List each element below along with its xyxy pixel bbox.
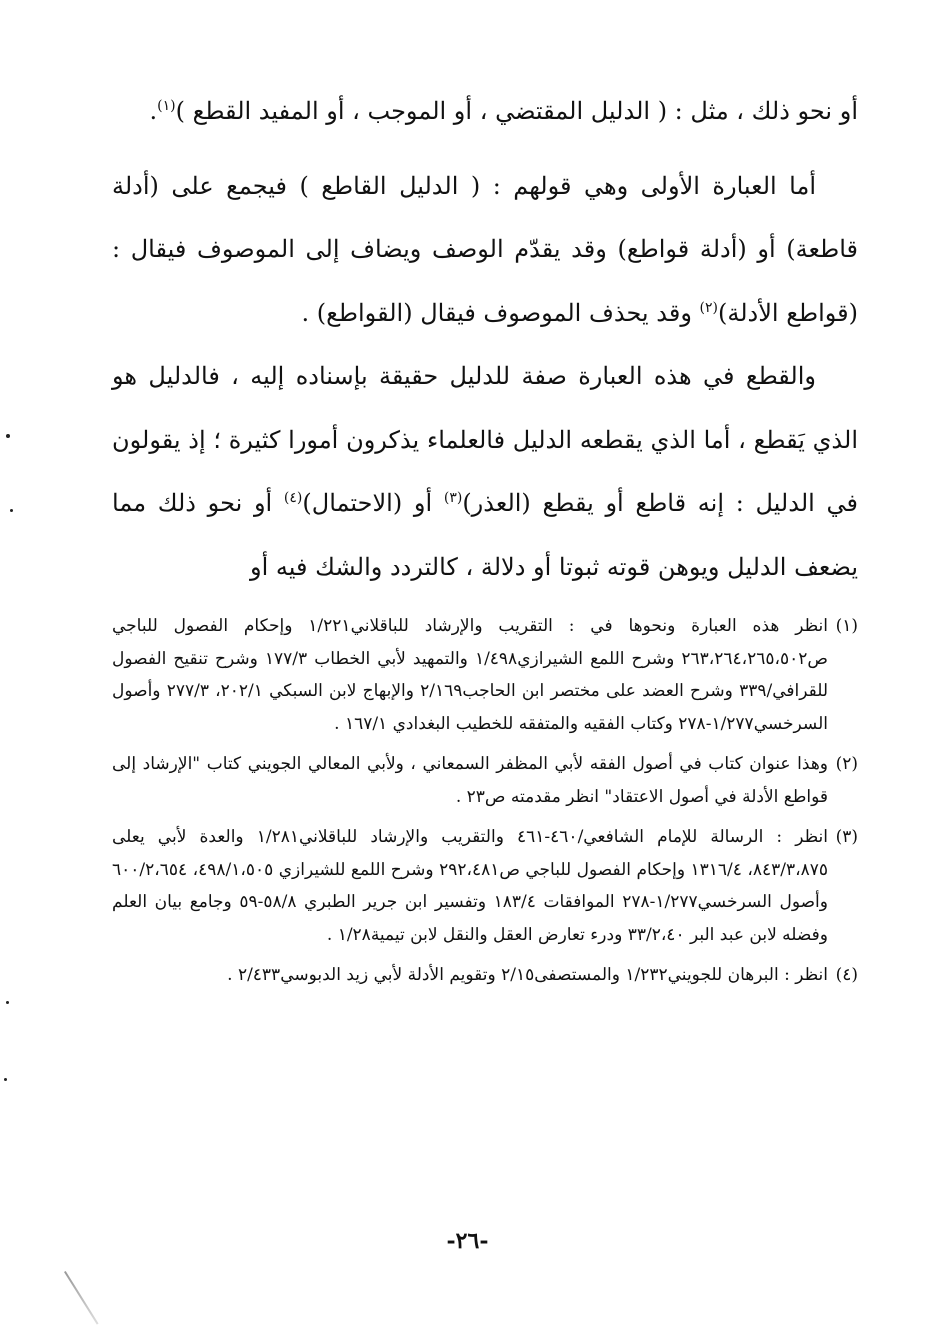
footnote-2 xyxy=(112,748,858,813)
scan-speck xyxy=(4,1078,7,1081)
footnote-2-text: وهذا عنوان كتاب في أصول الفقه لأبي المظفر السمعاني ، ولأبي المعالي الجويني كتاب "الإرشاد إلى قواطع الأدلة في أصول الاعتقاد" انظر مقدمته ص٢٣ . xyxy=(112,754,828,807)
footnote-3-text: انظر : الرسالة للإمام الشافعي/٤٦٠-٤٦١ والتقريب والإرشاد للباقلاني١/٢٨١ والعدة لأبي يعلى ٨٤٣/٣،٨٧٥، ١٣١٦/٤ وإحكام الفصول للباجي ص٢٩٢،٤٨١ وشرح اللمع للشيرازي ٤٩٨/١،٥٠٥، ٦٠٠/٢،٦٥٤ وأصول السرخسي١/٢٧٧-٢٧٨ الموافقات ١٨٣/٤ وتفسير ابن جرير الطبري ٥٨/٨-٥٩ وجامع بيان العلم وفضله لابن عبد البر ٣٣/٢،٤٠ ودرء تعارض العقل والنقل لابن تيمية١/٢٨ . xyxy=(112,827,829,945)
footnotes xyxy=(112,610,858,1000)
paragraph-3-text: والقطع في هذه العبارة صفة للدليل حقيقة بإسناده إليه ، فالدليل هو الذي يَقطع ، أما الذي يقطعه الدليل فالعلماء يذكرون أمورا كثيرة ؛ إذ يقولون في الدليل : إنه قاطع أو يقطع (العذر) xyxy=(112,362,858,517)
footnote-ref-3: (٣) xyxy=(443,490,463,506)
footnote-ref-1: (١) xyxy=(157,98,176,114)
paragraph-2-text-end: وقد يحذف الموصوف فيقال (القواطع) . xyxy=(301,298,700,327)
paragraph-3-text-middle: أو (الاحتمال) xyxy=(302,489,444,517)
paragraph-3-text-end: أو نحو ذلك مما يضعف الدليل ويوهن قوته ثبوتا أو دلالة ، كالتردد والشك فيه أو xyxy=(112,489,858,581)
paragraph-2 xyxy=(112,155,858,346)
main-text xyxy=(112,80,858,599)
footnote-1 xyxy=(112,610,858,740)
page-number: -٢٦- xyxy=(446,1228,489,1254)
paragraph-3 xyxy=(112,345,858,599)
footnote-3-number: (٣) xyxy=(835,827,858,847)
paragraph-1-end: . xyxy=(149,97,158,125)
scan-speck xyxy=(10,509,13,512)
paragraph-1-text: أو نحو ذلك ، مثل : ( الدليل المقتضي ، أو الموجب ، أو المفيد القطع ) xyxy=(175,97,858,125)
scan-speck xyxy=(6,1001,9,1004)
paragraph-2-text: أما العبارة الأولى وهي قولهم : ( الدليل القاطع ) فيجمع على (أدلة قاطعة) أو (أدلة قواطع) وقد يقدّم الوصف ويضاف إلى الموصوف فيقال : (قواطع الأدلة) xyxy=(112,171,858,327)
paragraph-1 xyxy=(112,80,858,144)
footnote-4 xyxy=(112,959,858,992)
footnote-4-number: (٤) xyxy=(835,965,858,985)
footnote-ref-2: (٢) xyxy=(699,299,718,316)
scan-artifact-line xyxy=(64,1271,99,1325)
footnote-4-text: انظر : البرهان للجويني١/٢٣٢ والمستصفى٢/١٥ وتقويم الأدلة لأبي زيد الدبوسي٢/٤٣٣ . xyxy=(227,965,828,985)
footnote-1-number: (١) xyxy=(835,616,858,636)
footnote-ref-4: (٤) xyxy=(283,490,303,506)
footnote-1-text: انظر هذه العبارة ونحوها في : التقريب والإرشاد للباقلاني١/٢٢١ وإحكام الفصول للباجي ص٢٦٣،٢٦٤،٢٦٥،٥٠٢ وشرح اللمع الشيرازي١/٤٩٨ والتمهيد لأبي الخطاب ١٧٧/٣ وشرح تنقيح الفصول للقرافي/٣٣٩ وشرح العضد على مختصر ابن الحاجب٢/١٦٩ والإبهاج لابن السبكي ٢٠٢/١، ٢٧٧/٣ وأصول السرخسي١/٢٧٧-٢٧٨ وكتاب الفقيه والمتفقه للخطيب البغدادي ١٦٧/١ . xyxy=(112,616,829,734)
scan-speck xyxy=(6,434,10,438)
footnote-2-number: (٢) xyxy=(835,754,858,774)
footnote-3 xyxy=(112,821,858,951)
